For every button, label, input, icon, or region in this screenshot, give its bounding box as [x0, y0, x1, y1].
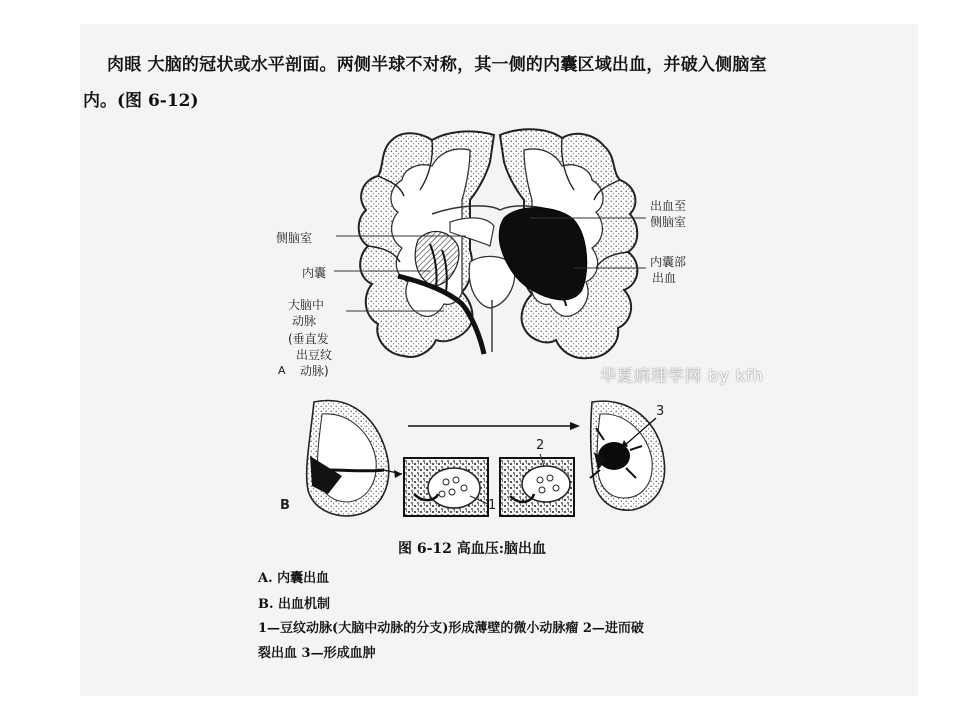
figure-b-number-2: 2: [536, 438, 545, 453]
label-artery-line3: (垂直发: [288, 332, 329, 346]
paragraph-line-1: 肉眼 大脑的冠状或水平剖面。两侧半球不对称，其一侧的内囊区域出血，并破入侧脑室: [107, 55, 767, 75]
label-artery-line5: 动脉): [300, 364, 329, 378]
label-capsule-bleed-line1: 内囊部: [650, 255, 687, 269]
caption-item-a: A. 内囊出血: [258, 571, 330, 586]
figure-a-label: A: [278, 364, 286, 377]
figure-caption-title: 图 6-12 高血压:脑出血: [398, 541, 546, 557]
label-artery-line2: 动脉: [292, 314, 317, 328]
label-bleed-into-ventricle-line1: 出血至: [650, 199, 687, 213]
caption-item-b: B. 出血机制: [258, 597, 331, 612]
watermark: 华夏病理学网 by kfh: [600, 366, 764, 385]
label-bleed-into-ventricle-line2: 侧脑室: [650, 215, 687, 229]
label-artery-line1: 大脑中: [288, 298, 325, 312]
paragraph-line-2: 内。(图 6-12): [83, 91, 199, 111]
label-internal-capsule: 内囊: [302, 266, 327, 280]
caption-legend-line2: 裂出血 3—形成血肿: [258, 646, 376, 661]
figure-b-number-1: 1: [488, 498, 497, 513]
label-lateral-ventricle: 侧脑室: [276, 231, 313, 245]
brain-section-a: [334, 129, 646, 358]
caption-legend-line1: 1—豆纹动脉(大脑中动脉的分支)形成薄壁的微小动脉瘤 2—进而破: [258, 621, 644, 636]
label-capsule-bleed-line2: 出血: [652, 271, 677, 285]
figure-b-label: B: [280, 498, 290, 513]
label-artery-line4: 出豆纹: [296, 348, 333, 362]
mechanism-b: [307, 401, 665, 516]
figure-b-number-3: 3: [656, 404, 665, 419]
